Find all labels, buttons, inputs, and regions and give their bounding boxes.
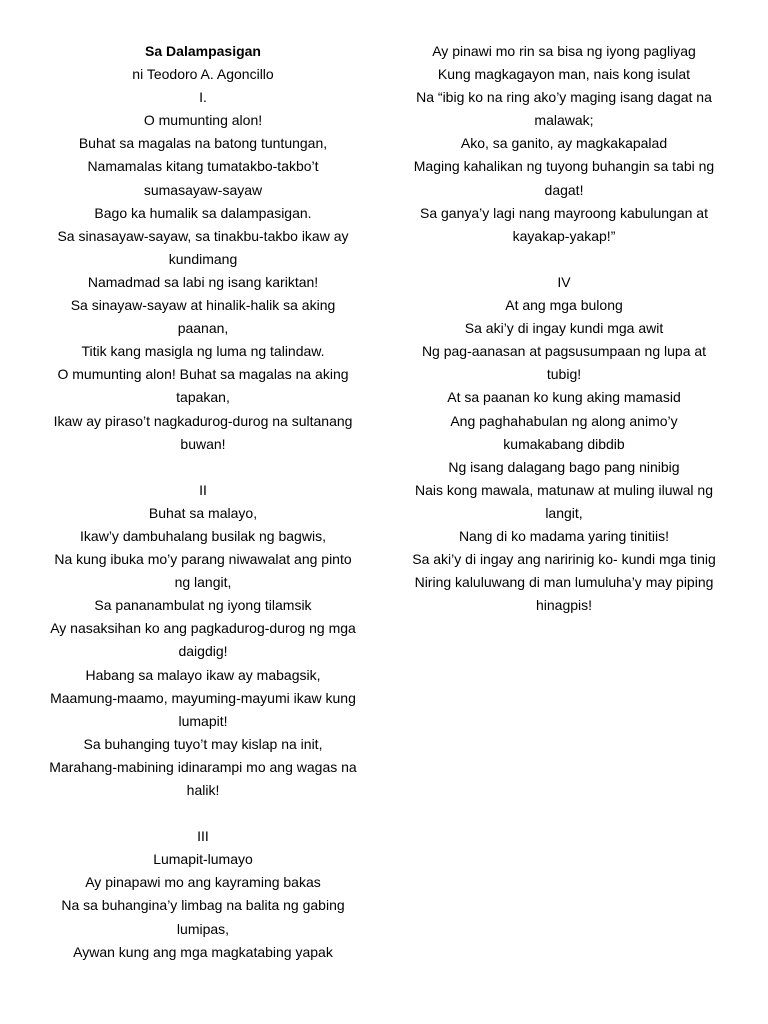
poem-line: Sa sinayaw-sayaw at hinalik-halik sa aking — [70, 297, 336, 314]
stanza-break — [404, 248, 724, 271]
poem-line: At sa paanan ko kung aking mamasid — [447, 389, 681, 406]
poem-line: lumipas, — [176, 920, 230, 937]
poem-line: Sa pananambulat ng iyong tilamsik — [94, 597, 312, 614]
poem-line: kayakap-yakap!” — [512, 227, 616, 244]
poem-line: Sa aki’y di ingay kundi mga awit — [464, 320, 664, 337]
poem-line: Ay nasaksihan ko ang pagkadurog-durog ng mga — [50, 620, 356, 637]
poem-line: paanan, — [177, 320, 229, 337]
stanza-break — [42, 456, 364, 479]
left-column — [42, 40, 364, 964]
poem-line: tubig! — [546, 366, 582, 383]
poem-line: Sa aki’y di ingay ang naririnig ko- kundi mga tinig — [412, 551, 716, 568]
poem-line: daigdig! — [178, 643, 228, 660]
right-column — [404, 40, 724, 617]
poem-line: Ikaw’y dambuhalang busilak ng bagwis, — [80, 527, 326, 544]
poem-line: Sa ganya’y lagi nang mayroong kabulungan at — [420, 204, 708, 221]
poem-line: Habang sa malayo ikaw ay mabagsik, — [85, 666, 321, 683]
poem-line: IV — [557, 273, 571, 290]
poem-line: Namadmad sa labi ng isang kariktan! — [87, 273, 319, 290]
poem-line: Na sa buhangina’y limbag na balita ng gabing — [61, 897, 345, 914]
poem-line: Buhat sa malayo, — [148, 504, 258, 521]
poem-line: tapakan, — [176, 389, 230, 406]
poem-line: Ng pag-aanasan at pagsusumpaan ng lupa at — [421, 343, 707, 360]
poem-line: Sa buhanging tuyo’t may kislap na init, — [83, 735, 323, 752]
poem-line: Na kung ibuka mo’y parang niwawalat ang pinto — [54, 551, 352, 568]
poem-line: Kung magkagayon man, nais kong isulat — [437, 66, 691, 83]
poem-line: buwan! — [180, 435, 226, 452]
poem-line: O mumunting alon! Buhat sa magalas na aking — [57, 366, 349, 383]
poem-line: Ang paghahabulan ng along animo’y — [450, 412, 678, 429]
poem-line: Sa sinasayaw-sayaw, sa tinakbu-takbo ikaw ay — [57, 227, 349, 244]
poem-line: Bago ka humalik sa dalampasigan. — [94, 204, 312, 221]
poem-line: lumapit! — [178, 712, 228, 729]
poem-line: Niring kaluluwang di man lumuluha’y may piping — [414, 574, 714, 591]
poem-line: Buhat sa magalas na batong tuntungan, — [78, 135, 328, 152]
poem-line: At ang mga bulong — [505, 297, 623, 314]
poem-line: malawak; — [534, 112, 594, 129]
poem-line: ng langit, — [174, 574, 232, 591]
poem-line: Marahang-mabining idinarampi mo ang wagas na — [49, 758, 357, 775]
poem-line: Ay pinapawi mo ang kayraming bakas — [85, 874, 321, 891]
poem-line: Nais kong mawala, matunaw at muling iluwal ng — [414, 481, 714, 498]
poem-line: Titik kang masigla ng luma ng talindaw. — [81, 343, 325, 360]
stanza-break — [42, 802, 364, 825]
poem-line: Ikaw ay piraso’t nagkadurog-durog na sultanang — [53, 412, 353, 429]
poem-line: sumasayaw-sayaw — [143, 181, 263, 198]
poem-author: ni Teodoro A. Agoncillo — [132, 66, 274, 83]
poem-line: kundimang — [168, 250, 238, 267]
poem-line: Maamung-maamo, mayuming-mayumi ikaw kung — [50, 689, 356, 706]
poem-line: Ay pinawi mo rin sa bisa ng iyong pagliyag — [432, 43, 696, 59]
poem-line: hinagpis! — [535, 597, 593, 614]
poem-line: O mumunting alon! — [143, 112, 263, 129]
poem-line: I. — [199, 89, 207, 106]
poem-line: Maging kahalikan ng tuyong buhangin sa tabi ng — [413, 158, 715, 175]
poem-title: Sa Dalampasigan — [145, 43, 261, 59]
poem-line: Nang di ko madama yaring tinitiis! — [458, 527, 670, 544]
poem-line: Aywan kung ang mga magkatabing yapak — [73, 943, 333, 960]
poem-line: Ng isang dalagang bago pang ninibig — [448, 458, 680, 475]
poem-line: Ako, sa ganito, ay magkakapalad — [460, 135, 668, 152]
poem-line: kumakabang dibdib — [503, 435, 625, 452]
poem-line: Na “ibig ko na ring ako’y maging isang dagat na — [416, 89, 712, 106]
poem-line: dagat! — [544, 181, 584, 198]
poem-line: langit, — [545, 504, 583, 521]
poem-line: III — [197, 828, 209, 845]
poem-line: halik! — [186, 782, 220, 798]
poem-line: Lumapit-lumayo — [153, 851, 253, 868]
poem-line: Namamalas kitang tumatakbo-takbo’t — [87, 158, 319, 175]
poem-line: II — [199, 481, 207, 498]
